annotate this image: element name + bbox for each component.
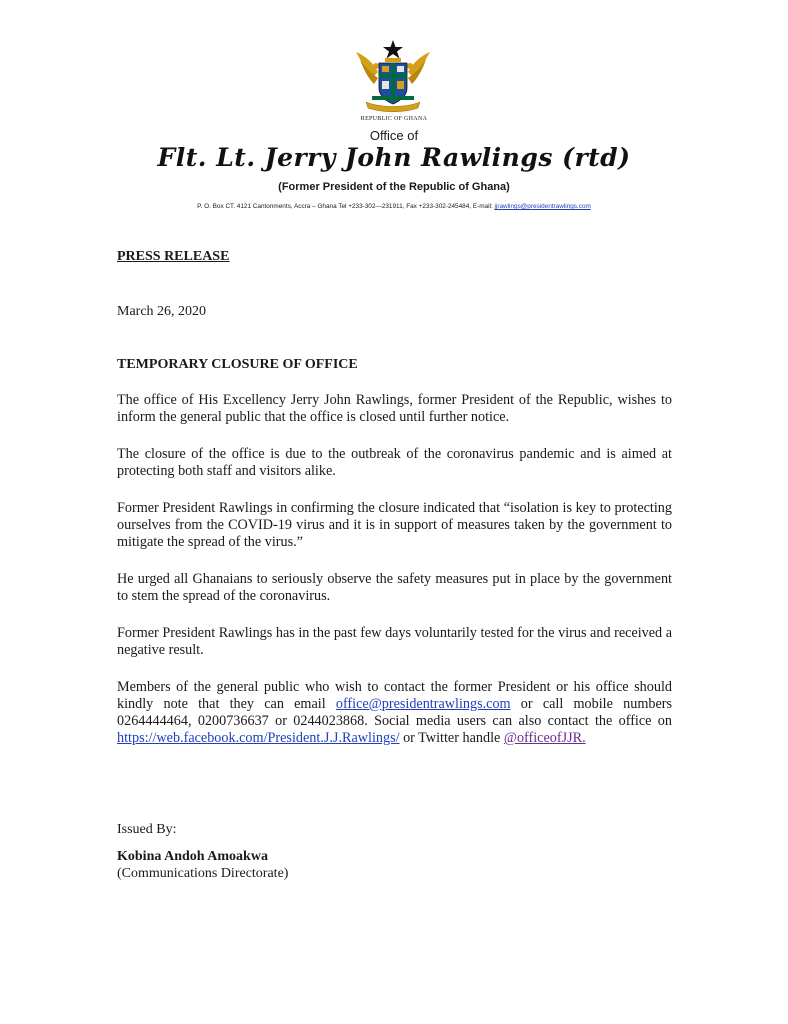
- paragraph-3: Former President Rawlings in confirming the closure indicated that “isolation is key to protecting ourselves from the COVID-19 virus and it is in support of measures taken by the government to mitigate the spread of the virus.”: [117, 500, 672, 550]
- contact-text-3: or Twitter handle: [399, 730, 504, 746]
- office-email-link[interactable]: office@presidentrawlings.com: [335, 696, 511, 712]
- address-line: [0, 203, 788, 210]
- contact-paragraph: [117, 679, 672, 747]
- office-of-label: Office of: [369, 128, 419, 143]
- paragraph-2: The closure of the office is due to the outbreak of the coronavirus pandemic and is aimed at protecting both staff and visitors alike.: [117, 446, 672, 479]
- paragraph-5: Former President Rawlings has in the past few days voluntarily tested for the virus and received a negative result.: [117, 625, 672, 658]
- letterhead-email-link[interactable]: jjrawlings@presidentrawlings.com: [494, 203, 591, 210]
- release-subject: TEMPORARY CLOSURE OF OFFICE: [117, 357, 358, 372]
- crest-caption: REPUBLIC OF GHANA: [360, 116, 428, 122]
- release-date: March 26, 2020: [117, 304, 207, 319]
- facebook-link[interactable]: https://web.facebook.com/President.J.J.Rawlings/: [117, 730, 400, 746]
- address-text: P. O. Box CT. 4121 Cantonments, Accra – Ghana Tel +233-302—231911, Fax +233-302-245484, E-mail:: [197, 203, 495, 210]
- twitter-handle-link[interactable]: @officeofJJR.: [503, 730, 586, 746]
- former-president-title: (Former President of the Republic of Ghana): [278, 181, 510, 193]
- paragraph-4: He urged all Ghanaians to seriously observe the safety measures put in place by the government to stem the spread of the coronavirus.: [117, 571, 672, 604]
- signatory-department: (Communications Directorate): [117, 866, 289, 881]
- contact-text-2: or call mobile numbers 0264444464, 0200736637 or 0244023868. Social media users can also contact the office on: [117, 696, 672, 729]
- paragraph-1: The office of His Excellency Jerry John Rawlings, former President of the Republic, wishes to inform the general public that the office is closed until further notice.: [117, 392, 672, 425]
- office-name: Flt. Lt. Jerry John Rawlings (rtd): [157, 143, 631, 172]
- ghana-coat-of-arms-icon: [352, 38, 434, 114]
- contact-text-1: Members of the general public who wish to contact the former President or his office should kindly note that they can email: [117, 679, 672, 712]
- issued-by-label: Issued By:: [117, 822, 177, 837]
- signatory-name: Kobina Andoh Amoakwa: [117, 849, 268, 864]
- press-release-heading: PRESS RELEASE: [117, 249, 230, 264]
